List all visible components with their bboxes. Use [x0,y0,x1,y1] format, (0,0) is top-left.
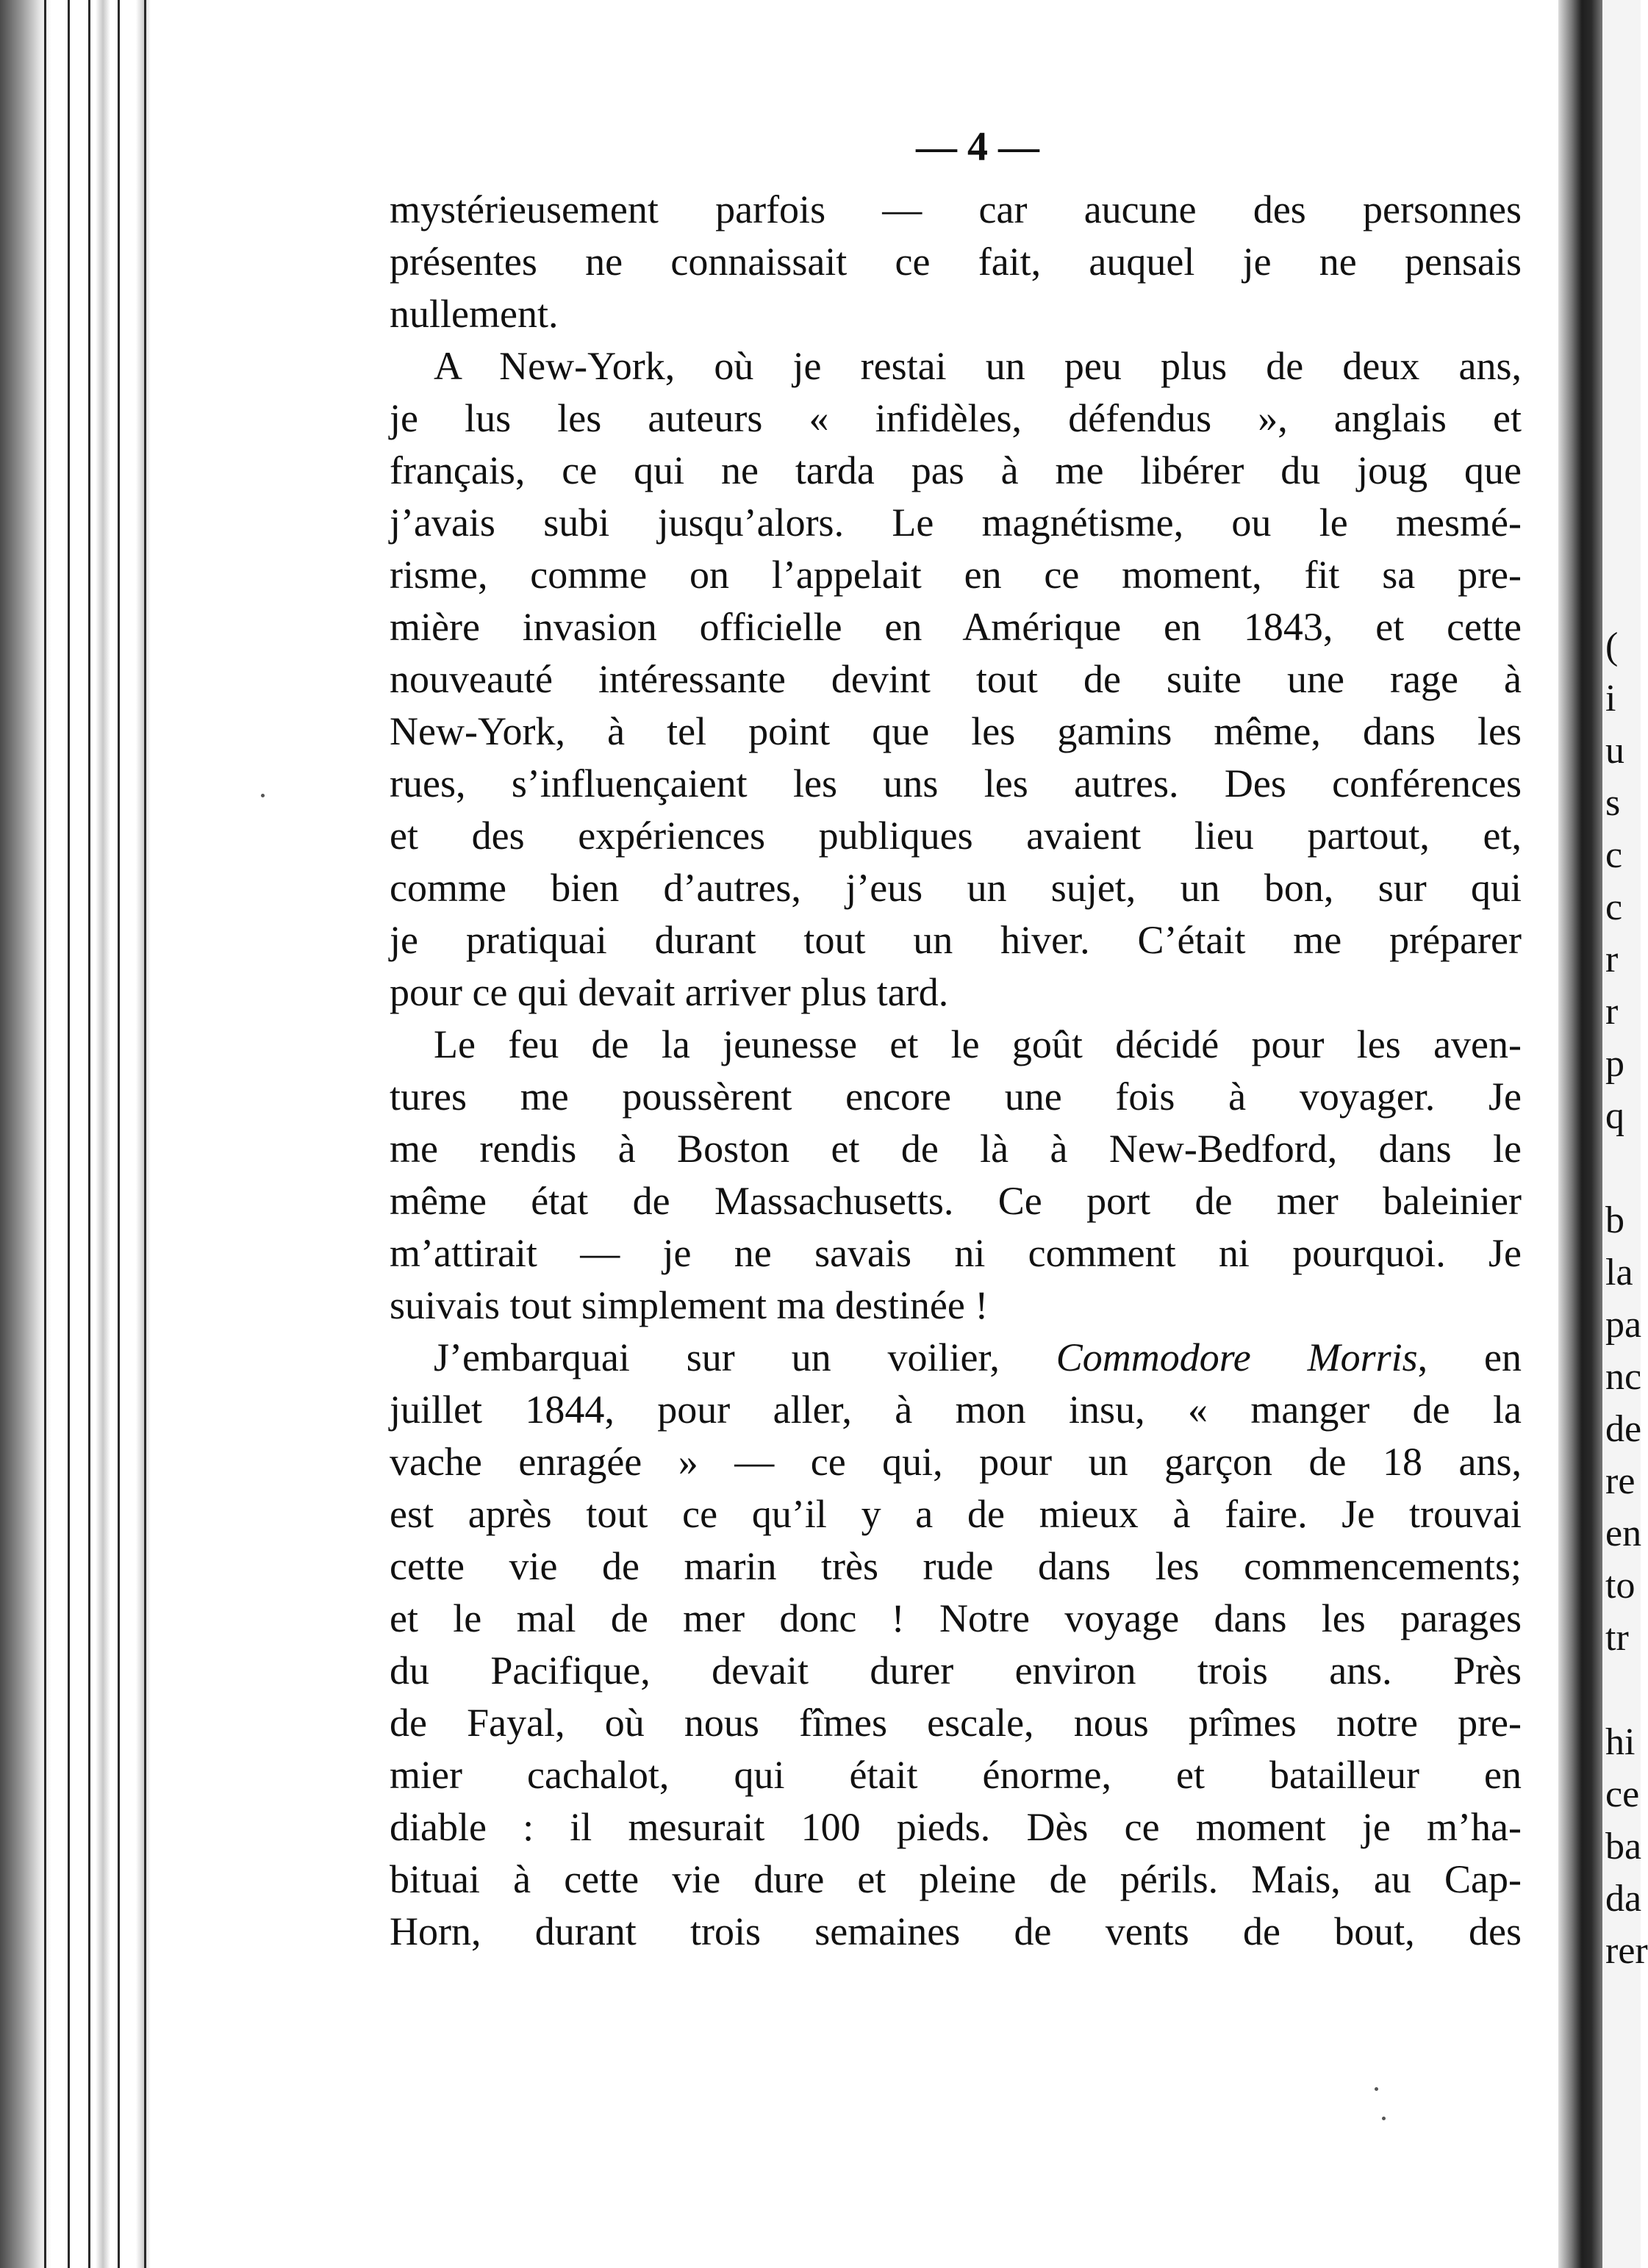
text-line: est après tout ce qu’il y a de mieux à faire. Je trouvai [390,1492,1522,1536]
next-page-fragment: tr [1605,1617,1629,1659]
text-line: du Pacifique, devait durer environ trois ans. Près [390,1648,1522,1693]
next-page-fragment: to [1605,1565,1636,1607]
next-page-fragment: b [1605,1199,1624,1241]
text-line: français, ce qui ne tarda pas à me libérer du joug que [390,448,1522,492]
page-edge-line [68,0,70,2268]
page-edge-line [118,0,120,2268]
left-page-edges [0,0,169,2268]
next-page-fragment: ( [1605,625,1619,667]
text-line: diable : il mesurait 100 pieds. Dès ce moment je m’ha- [390,1805,1522,1849]
next-page-fragment: i [1605,678,1616,719]
text-line: mière invasion officielle en Amérique en 1843, et cette [390,605,1522,649]
print-speck [261,794,265,797]
text-line: m’attirait — je ne savais ni comment ni pourquoi. Je [390,1231,1522,1275]
next-page-fragment: rer [1605,1930,1648,1972]
print-speck [1375,2087,1378,2091]
text-line: A New-York, où je restai un peu plus de deux ans, [434,344,1522,388]
next-page-fragment: c [1605,834,1623,876]
text-line: de Fayal, où nous fîmes escale, nous prîmes notre pre- [390,1701,1522,1745]
next-page-fragment: pa [1605,1304,1642,1346]
next-page-fragment: r [1605,991,1619,1033]
next-page-fragment: de [1605,1408,1642,1450]
next-page-edge [1602,0,1648,2268]
text-line: mier cachalot, qui était énorme, et batailleur en [390,1753,1522,1797]
next-page-fragment: en [1605,1512,1642,1554]
next-page-fragment: la [1605,1252,1633,1293]
text-line: suivais tout simplement ma destinée ! [390,1283,989,1327]
text-line: présentes ne connaissait ce fait, auquel je ne pensais [390,240,1522,284]
text-line: même état de Massachusetts. Ce port de mer baleinier [390,1179,1522,1223]
next-page-fragment: nc [1605,1356,1642,1398]
text-line: Le feu de la jeunesse et le goût décidé pour les aven- [434,1022,1522,1066]
text-line: et le mal de mer donc ! Notre voyage dans les parages [390,1596,1522,1640]
ship-name: Commodore Morris [1056,1335,1418,1379]
next-page-fragment: ba [1605,1826,1642,1867]
text-line: nouveauté intéressante devint tout de suite une rage à [390,657,1522,701]
text-line: Horn, durant trois semaines de vents de bout, des [390,1909,1522,1953]
next-page-fragment: re [1605,1460,1636,1502]
next-page-fragment: p [1605,1043,1624,1085]
text-line: rues, s’influençaient les uns les autres. Des conférences [390,761,1522,805]
text-line: nullement. [390,292,559,336]
text-line: me rendis à Boston et de là à New-Bedford, dans le [390,1127,1522,1171]
book-gutter [1558,0,1602,2268]
text-line: cette vie de marin très rude dans les commencements; [390,1544,1522,1588]
text-line: risme, comme on l’appelait en ce moment, fit sa pre- [390,553,1522,597]
next-page-fragment: s [1605,782,1621,824]
page-number: — 4 — [916,124,1039,170]
text-line: mystérieusement parfois — car aucune des personnes [390,187,1522,232]
next-page-fragment: r [1605,939,1619,980]
text-line: pour ce qui devait arriver plus tard. [390,970,949,1014]
body-text [390,184,1522,1958]
print-speck [1382,2117,1386,2120]
next-page-fragment: hi [1605,1721,1636,1763]
text-line: et des expériences publiques avaient lieu partout, et, [390,814,1522,858]
next-page-fragment: ce [1605,1773,1640,1815]
page-edge-line [44,0,46,2268]
next-page-fragment: u [1605,730,1624,772]
text-line: comme bien d’autres, j’eus un sujet, un bon, sur qui [390,866,1522,910]
text-line: bituai à cette vie dure et pleine de périls. Mais, au Cap- [390,1857,1522,1901]
text-line: vache enragée » — ce qui, pour un garçon de 18 ans, [390,1440,1522,1484]
text-line: je pratiquai durant tout un hiver. C’était me préparer [390,918,1522,962]
text-line: je lus les auteurs « infidèles, défendus », anglais et [390,396,1522,440]
next-page-fragment: da [1605,1878,1642,1920]
next-page-fragment: q [1605,1095,1624,1137]
page-edge-line [88,0,90,2268]
next-page-fragment: c [1605,886,1623,928]
text-line: juillet 1844, pour aller, à mon insu, « manger de la [390,1388,1522,1432]
page-edge-line [144,0,146,2268]
text-line: j’avais subi jusqu’alors. Le magnétisme, ou le mesmé- [390,500,1522,545]
text-line: New-York, à tel point que les gamins même, dans les [390,709,1522,753]
text-line: J’embarquai sur un voilier, Commodore Morris, en [434,1335,1522,1379]
text-line: tures me poussèrent encore une fois à voyager. Je [390,1074,1522,1119]
